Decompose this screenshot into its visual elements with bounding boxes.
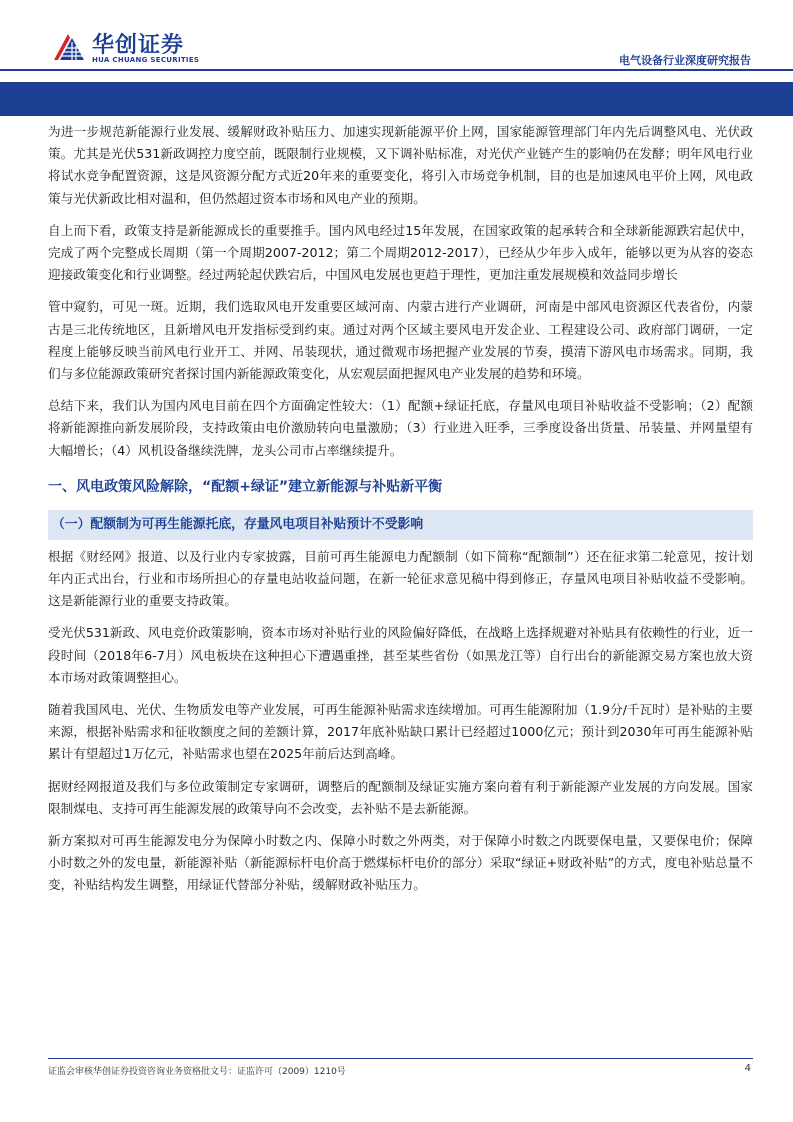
report-title: 电气设备行业深度研究报告 <box>619 54 751 67</box>
logo-mark-icon <box>50 30 86 66</box>
license-note: 证监会审核华创证券投资咨询业务资格批文号：证监许可（2009）1210号 <box>48 1067 346 1077</box>
paragraph: 为进一步规范新能源行业发展、缓解财政补贴压力、加速实现新能源平价上网，国家能源管理部门年内先后调整风电、光伏政策。尤其是光伏531新政调控力度空前，既限制行业规模，又下调补贴标准，对光伏产业链产生的影响仍在发酵；明年风电行业将试水竞争配置资源，这是风资源分配方式近20年来的重要变化，将引入市场竞争机制，目的也是加速风电平价上网，风电政策与光伏新政比相对温和，但仍然超过资本市场和风电产业的预期。 <box>48 124 753 206</box>
paragraph: 据财经网报道及我们与多位政策制定专家调研，调整后的配额制及绿证实施方案向着有利于新能源产业发展的方向发展。国家限制煤电、支持可再生能源发展的政策导向不会改变，去补贴不是去新能源。 <box>48 778 753 816</box>
paragraph: 受光伏531新政、风电竞价政策影响，资本市场对补贴行业的风险偏好降低，在战略上选择规避对补贴具有依赖性的行业，近一段时间（2018年6-7月）风电板块在这种担心下遭遇重挫，甚至某些省份（如黑龙江等）自行出台的新能源交易方案也放大资本市场对政策调整担心。 <box>48 625 753 685</box>
header-divider <box>0 69 793 71</box>
subsection-heading: （一）配额制为可再生能源托底，存量风电项目补贴预计不受影响 <box>48 510 753 540</box>
page-number: 4 <box>744 1063 751 1074</box>
section-heading: 一、风电政策风险解除，“配额+绿证”建立新能源与补贴新平衡 <box>48 478 443 495</box>
paragraph: 总结下来，我们认为国内风电目前在四个方面确定性较大：（1）配额+绿证托底，存量风电项目补贴收益不受影响；（2）配额将新能源推向新发展阶段，支持政策由电价激励转向电量激励；（3）行业进入旺季，三季度设备出货量、吊装量、并网量望有大幅增长；（4）风机设备继续洗牌，龙头公司市占率继续提升。 <box>48 398 753 458</box>
footer-divider <box>48 1058 753 1059</box>
logo-text-en: HUA CHUANG SECURITIES <box>92 56 200 64</box>
page-header <box>0 0 793 118</box>
logo-text-cn: 华创证券 <box>92 33 185 58</box>
report-body <box>48 121 753 907</box>
company-logo <box>50 28 210 70</box>
paragraph: 管中窥豹，可见一斑。近期，我们选取风电开发重要区域河南、内蒙古进行产业调研，河南是中部风电资源区代表省份，内蒙古是三北传统地区，且新增风电开发指标受到约束。通过对两个区域主要风电开发企业、工程建设公司、政府部门调研，一定程度上能够反映当前风电行业开工、并网、吊装现状，通过微观市场把握产业发展的节奏，摸清下游风电市场需求。同期，我们与多位能源政策研究者探讨国内新能源政策变化，从宏观层面把握风电产业发展的趋势和环境。 <box>48 299 753 382</box>
paragraph: 随着我国风电、光伏、生物质发电等产业发展，可再生能源补贴需求连续增加。可再生能源附加（1.9分/千瓦时）是补贴的主要来源，根据补贴需求和征收额度之间的差额计算，2017年底补贴缺口累计已经超过1000亿元；预计到2030年可再生能源补贴累计有望超过1万亿元，补贴需求也望在2025年前后达到高峰。 <box>48 702 753 762</box>
paragraph: 根据《财经网》报道、以及行业内专家披露，目前可再生能源电力配额制（如下简称“配额制”）还在征求第二轮意见，按计划年内正式出台，行业和市场所担心的存量电站收益问题，在新一轮征求意见稿中得到修正，存量风电项目补贴收益不受影响。这是新能源行业的重要支持政策。 <box>48 548 753 609</box>
paragraph: 自上而下看，政策支持是新能源成长的重要推手。国内风电经过15年发展，在国家政策的起承转合和全球新能源跌宕起伏中，完成了两个完整成长周期（第一个周期2007-2012；第二个周期2012-2017），已经从少年步入成年，能够以更为从容的姿态迎接政策变化和行业调整。经过两轮起伏跌宕后，中国风电发展也更趋于理性，更加注重发展规模和效益同步增长 <box>48 222 753 283</box>
header-band <box>0 82 793 116</box>
paragraph: 新方案拟对可再生能源发电分为保障小时数之内、保障小时数之外两类，对于保障小时数之内既要保电量，又要保电价；保障小时数之外的发电量，新能源补贴（新能源标杆电价高于燃煤标杆电价的部分）采取“绿证+财政补贴”的方式，度电补贴总量不变，补贴结构发生调整，用绿证代替部分补贴，缓解财政补贴压力。 <box>48 833 753 893</box>
